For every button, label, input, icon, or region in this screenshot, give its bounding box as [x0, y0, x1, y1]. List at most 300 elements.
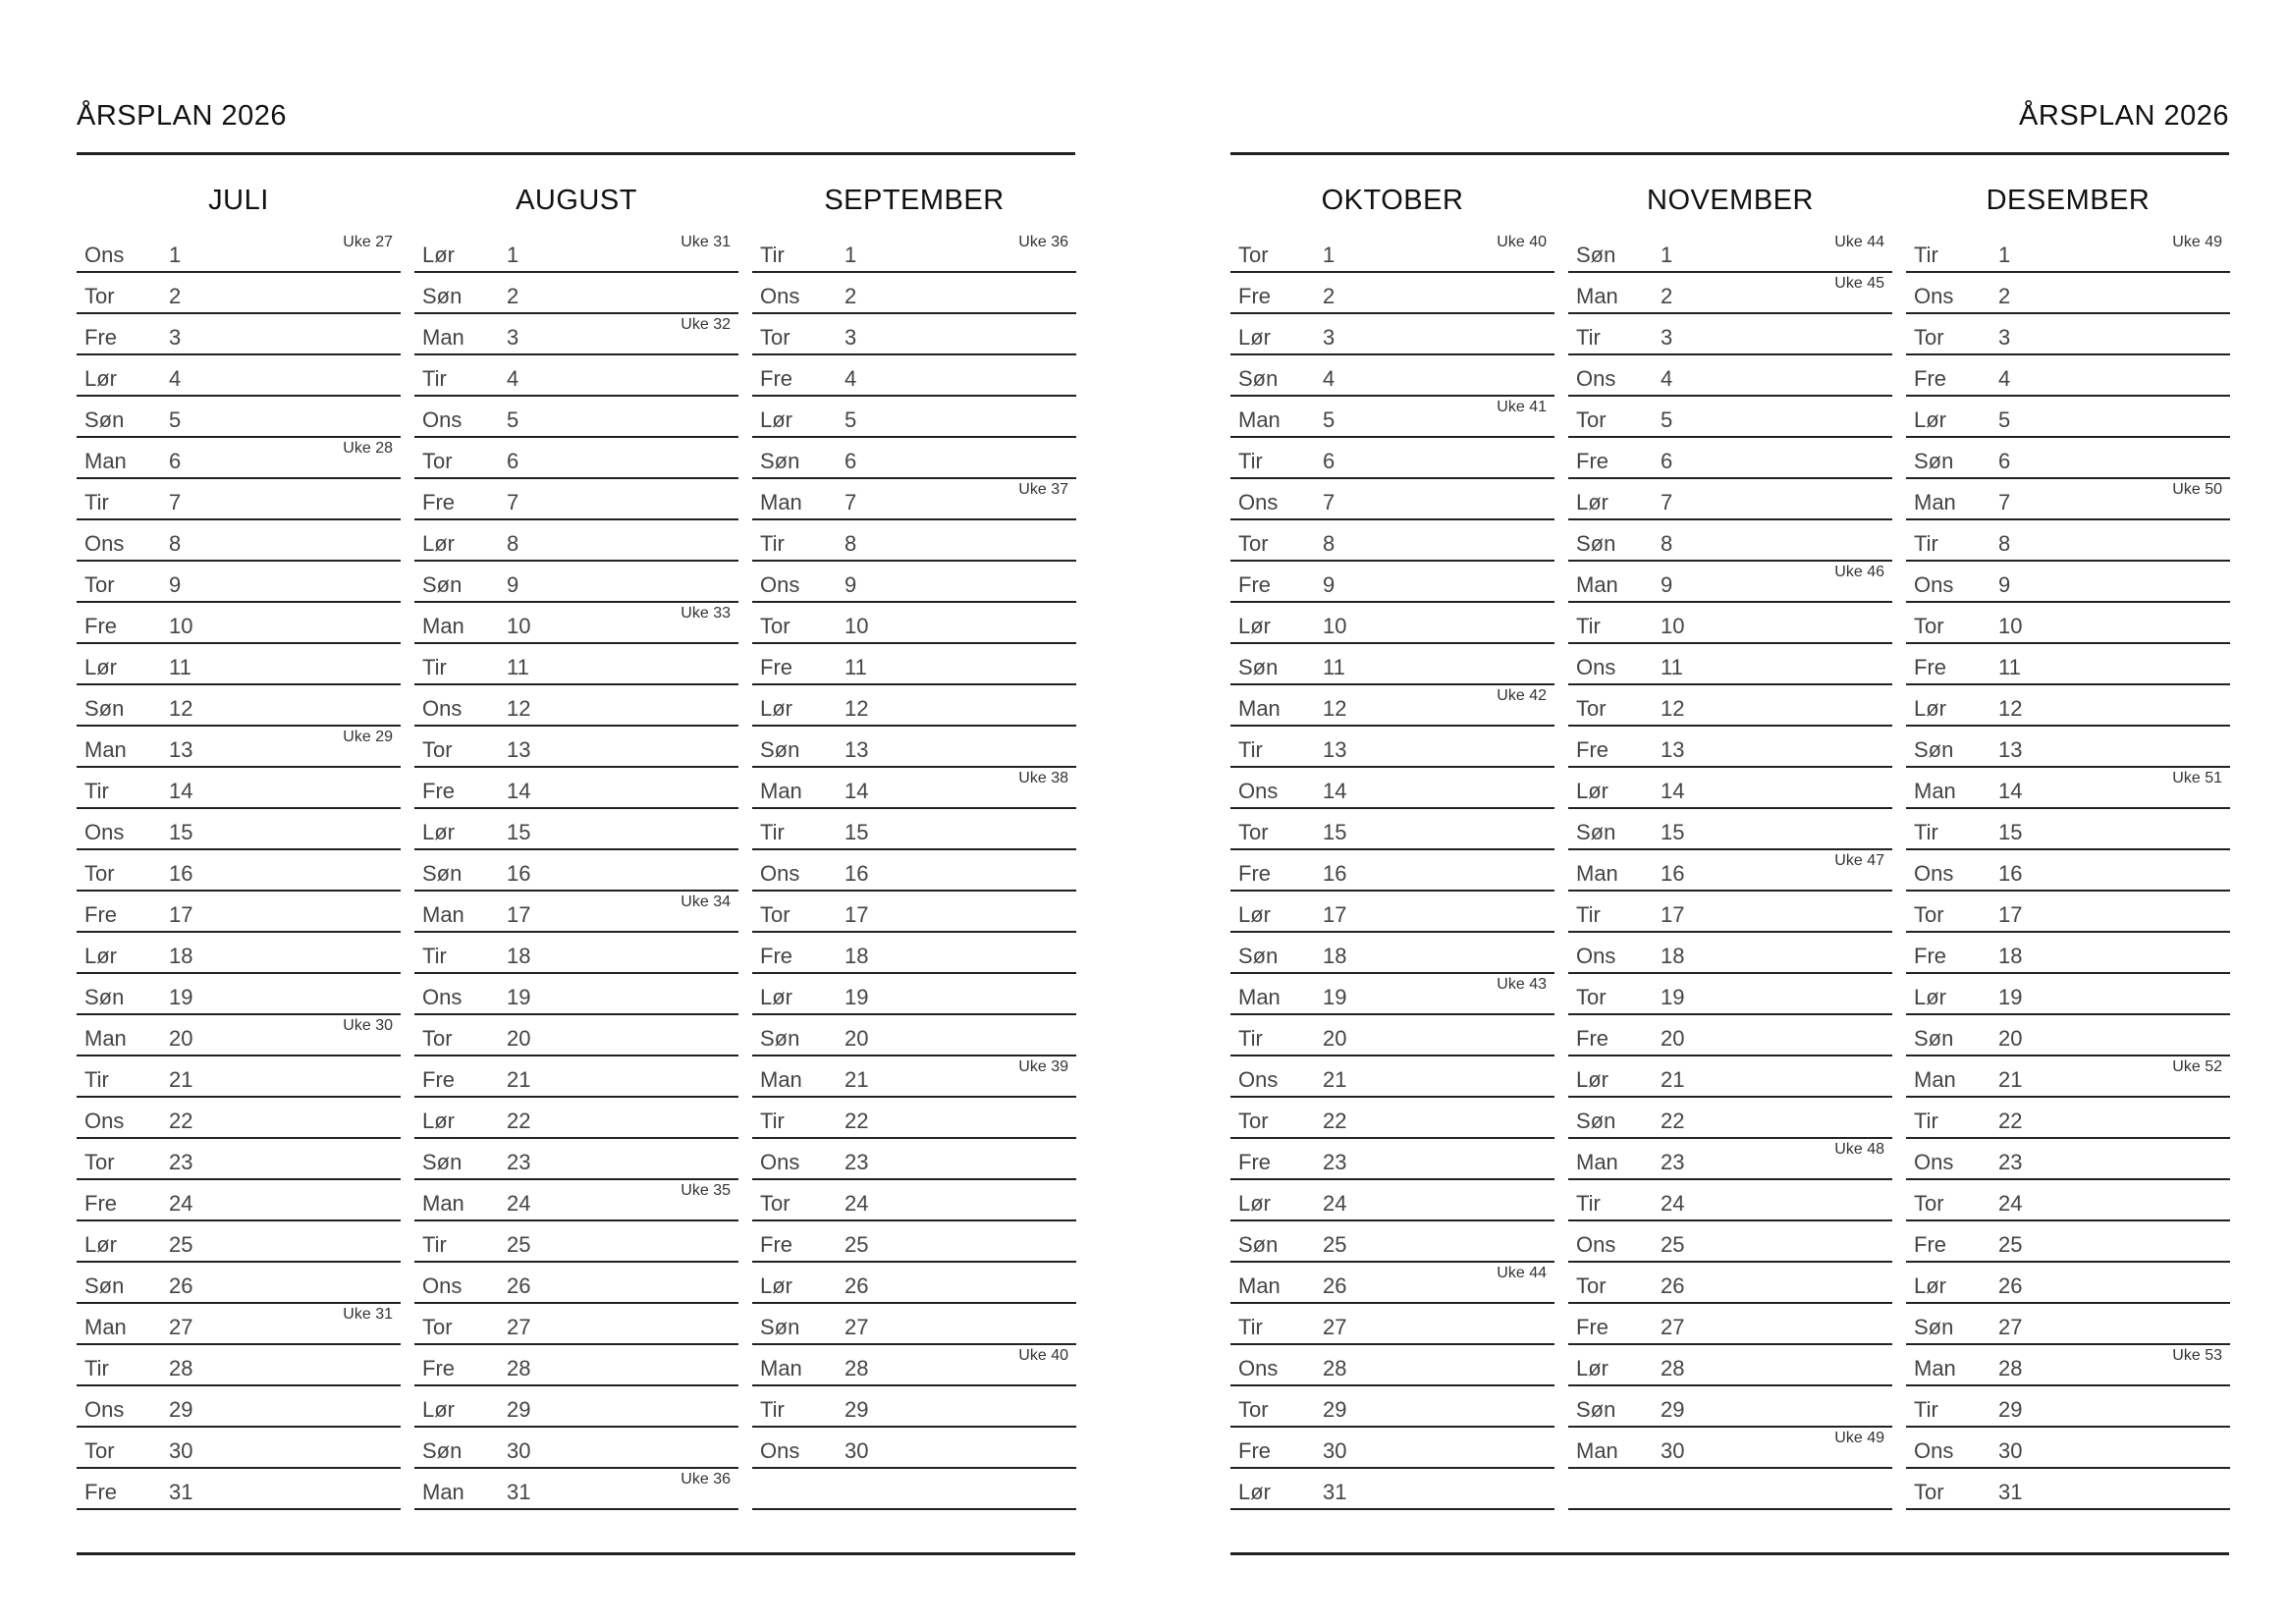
day-row: [77, 892, 401, 933]
weekday-label: Søn: [1238, 1232, 1279, 1257]
day-row: [752, 1263, 1076, 1304]
weekday-label: Fre: [84, 325, 117, 350]
date-number: 16: [507, 861, 531, 886]
day-row: [1568, 1180, 1892, 1221]
weekday-label: Lør: [422, 1397, 455, 1422]
day-list: [77, 232, 401, 1510]
day-row: [1906, 892, 2230, 933]
weekday-label: Tor: [1576, 1273, 1607, 1298]
weekday-label: Søn: [760, 449, 800, 473]
week-number: Uke 46: [1834, 564, 1884, 580]
day-row: [1568, 438, 1892, 479]
weekday-label: Søn: [1914, 1315, 1954, 1339]
weekday-label: Ons: [422, 1273, 463, 1298]
day-row: [752, 768, 1076, 809]
weekday-label: Tir: [1914, 1109, 1938, 1133]
bottom-rule: [77, 1552, 1075, 1555]
day-row: [752, 1428, 1076, 1469]
weekday-label: Søn: [84, 407, 125, 432]
day-row: [1230, 809, 1554, 850]
weekday-label: Søn: [422, 284, 463, 308]
day-row: [77, 232, 401, 273]
day-row: [1906, 1386, 2230, 1428]
weekday-label: Ons: [84, 1109, 125, 1133]
day-row: [1230, 273, 1554, 314]
date-number: 14: [1998, 779, 2023, 803]
week-number: Uke 31: [681, 234, 731, 250]
date-number: 4: [507, 366, 519, 391]
day-row: [414, 1304, 738, 1345]
day-row: [1906, 933, 2230, 974]
weekday-label: Tir: [84, 1067, 109, 1092]
weekday-label: Ons: [1576, 1232, 1616, 1257]
day-row: [1906, 520, 2230, 562]
weekday-label: Tir: [84, 1356, 109, 1380]
day-row: [752, 1015, 1076, 1056]
day-row: [1568, 974, 1892, 1015]
date-number: 31: [1323, 1480, 1347, 1504]
date-number: 3: [1323, 325, 1335, 350]
day-row: [1568, 1386, 1892, 1428]
day-row: [1906, 1345, 2230, 1386]
day-row: [1906, 1098, 2230, 1139]
day-row: [414, 603, 738, 644]
month-october: [1230, 0, 1554, 1624]
date-number: 14: [1661, 779, 1685, 803]
weekday-label: Ons: [1238, 1067, 1279, 1092]
day-row: [414, 974, 738, 1015]
day-row: [414, 438, 738, 479]
date-number: 17: [1323, 902, 1347, 927]
week-number: Uke 40: [1497, 234, 1547, 250]
weekday-label: Man: [760, 490, 802, 514]
weekday-label: Tor: [1914, 1480, 1944, 1504]
weekday-label: Tir: [1576, 1191, 1601, 1216]
day-row: [1230, 479, 1554, 520]
day-row: [77, 1139, 401, 1180]
week-number: Uke 37: [1018, 481, 1068, 498]
weekday-label: Ons: [1576, 366, 1616, 391]
day-row: [77, 355, 401, 397]
date-number: 2: [1323, 284, 1335, 308]
weekday-label: Fre: [1576, 1026, 1608, 1051]
day-row: [1906, 232, 2230, 273]
weekday-label: Søn: [1576, 1109, 1616, 1133]
weekday-label: Lør: [422, 531, 455, 556]
day-row: [1230, 314, 1554, 355]
day-row: [77, 850, 401, 892]
weekday-label: Lør: [1576, 1356, 1608, 1380]
weekday-label: Tir: [1576, 325, 1601, 350]
week-number: Uke 45: [1834, 275, 1884, 292]
date-number: 17: [169, 902, 193, 927]
weekday-label: Man: [1238, 696, 1281, 721]
weekday-label: Man: [760, 1356, 802, 1380]
day-row: [77, 1221, 401, 1263]
date-number: 24: [1661, 1191, 1685, 1216]
weekday-label: Tor: [760, 614, 790, 638]
date-number: 12: [1323, 696, 1347, 721]
day-row: [414, 933, 738, 974]
day-row: [1568, 1098, 1892, 1139]
weekday-label: Lør: [760, 407, 792, 432]
day-row: [1230, 1469, 1554, 1510]
day-row: [752, 232, 1076, 273]
day-list: [414, 232, 738, 1510]
day-row: [1230, 1015, 1554, 1056]
date-number: 5: [845, 407, 857, 432]
weekday-label: Søn: [84, 985, 125, 1009]
date-number: 6: [1998, 449, 2011, 473]
day-row: [77, 520, 401, 562]
day-row: [414, 768, 738, 809]
date-number: 30: [507, 1438, 531, 1463]
weekday-label: Tor: [1914, 614, 1944, 638]
day-row: [1568, 892, 1892, 933]
day-row: [77, 562, 401, 603]
date-number: 25: [1323, 1232, 1347, 1257]
day-row: [414, 1386, 738, 1428]
weekday-label: Tir: [422, 366, 447, 391]
weekday-label: Ons: [1238, 1356, 1279, 1380]
right-page: [1230, 0, 2229, 1624]
weekday-label: Tor: [422, 1026, 453, 1051]
day-row: [1230, 933, 1554, 974]
day-row: [752, 479, 1076, 520]
weekday-label: Fre: [422, 779, 455, 803]
date-number: 11: [1998, 655, 2021, 679]
weekday-label: Fre: [1576, 737, 1608, 762]
day-list: [1906, 232, 2230, 1510]
weekday-label: Tor: [84, 1438, 115, 1463]
date-number: 18: [1998, 944, 2023, 968]
day-row: [1568, 273, 1892, 314]
weekday-label: Fre: [422, 490, 455, 514]
date-number: 2: [1661, 284, 1673, 308]
week-number: Uke 53: [2172, 1347, 2222, 1364]
page-title: ÅRSPLAN 2026: [2019, 100, 2229, 132]
day-row: [77, 1180, 401, 1221]
weekday-label: Fre: [84, 1480, 117, 1504]
weekday-label: Tir: [760, 1397, 785, 1422]
date-number: 14: [507, 779, 531, 803]
weekday-label: Tor: [1576, 985, 1607, 1009]
week-number: Uke 44: [1834, 234, 1884, 250]
day-row: [77, 1263, 401, 1304]
day-row: [1230, 603, 1554, 644]
weekday-label: Ons: [1238, 490, 1279, 514]
day-row: [77, 727, 401, 768]
day-row: [1568, 1304, 1892, 1345]
date-number: 22: [507, 1109, 531, 1133]
weekday-label: Ons: [1576, 944, 1616, 968]
date-number: 27: [1661, 1315, 1685, 1339]
weekday-label: Lør: [84, 944, 117, 968]
day-row: [77, 479, 401, 520]
week-number: Uke 40: [1018, 1347, 1068, 1364]
date-number: 4: [1323, 366, 1335, 391]
day-row: [414, 273, 738, 314]
date-number: 7: [845, 490, 857, 514]
day-row: [77, 1428, 401, 1469]
weekday-label: Tor: [1238, 1397, 1269, 1422]
date-number: 7: [507, 490, 519, 514]
weekday-label: Fre: [1914, 366, 1946, 391]
day-row: [1906, 809, 2230, 850]
weekday-label: Fre: [1238, 572, 1271, 597]
date-number: 7: [1323, 490, 1335, 514]
date-number: 8: [507, 531, 519, 556]
weekday-label: Søn: [1576, 820, 1616, 844]
date-number: 19: [1323, 985, 1347, 1009]
date-number: 13: [1998, 737, 2023, 762]
date-number: 16: [1998, 861, 2023, 886]
day-row: [1906, 603, 2230, 644]
weekday-label: Man: [422, 614, 464, 638]
day-row: [414, 520, 738, 562]
date-number: 19: [1661, 985, 1685, 1009]
date-number: 30: [1323, 1438, 1347, 1463]
date-number: 5: [1661, 407, 1673, 432]
date-number: 5: [507, 407, 519, 432]
month-name: DESEMBER: [1986, 185, 2151, 216]
weekday-label: Ons: [760, 1150, 800, 1174]
weekday-label: Ons: [1914, 861, 1954, 886]
date-number: 22: [169, 1109, 193, 1133]
week-number: Uke 38: [1018, 770, 1068, 786]
date-number: 27: [1323, 1315, 1347, 1339]
date-number: 23: [169, 1150, 193, 1174]
date-number: 15: [169, 820, 193, 844]
week-number: Uke 39: [1018, 1058, 1068, 1075]
day-row: [414, 809, 738, 850]
date-number: 5: [169, 407, 182, 432]
weekday-label: Søn: [760, 1315, 800, 1339]
date-number: 17: [1998, 902, 2023, 927]
weekday-label: Man: [84, 737, 127, 762]
date-number: 16: [1323, 861, 1347, 886]
weekday-label: Søn: [84, 1273, 125, 1298]
weekday-label: Lør: [1238, 325, 1271, 350]
date-number: 11: [507, 655, 529, 679]
date-number: 12: [169, 696, 193, 721]
day-row: [1906, 644, 2230, 685]
weekday-label: Man: [1576, 1150, 1618, 1174]
weekday-label: Man: [1914, 1356, 1956, 1380]
day-row: [1906, 479, 2230, 520]
date-number: 7: [1661, 490, 1673, 514]
month-september: [752, 0, 1076, 1624]
day-row: [1568, 397, 1892, 438]
weekday-label: Fre: [84, 902, 117, 927]
weekday-label: Man: [84, 1315, 127, 1339]
day-row: [77, 768, 401, 809]
weekday-label: Fre: [760, 944, 792, 968]
weekday-label: Tir: [422, 944, 447, 968]
date-number: 10: [845, 614, 869, 638]
week-number: Uke 52: [2172, 1058, 2222, 1075]
date-number: 20: [1323, 1026, 1347, 1051]
weekday-label: Fre: [760, 366, 792, 391]
date-number: 1: [507, 243, 519, 267]
week-number: Uke 27: [343, 234, 393, 250]
date-number: 4: [845, 366, 857, 391]
weekday-label: Fre: [760, 1232, 792, 1257]
weekday-label: Søn: [422, 1438, 463, 1463]
date-number: 26: [1323, 1273, 1347, 1298]
weekday-label: Man: [422, 1480, 464, 1504]
date-number: 27: [507, 1315, 531, 1339]
date-number: 19: [845, 985, 869, 1009]
day-row: [752, 562, 1076, 603]
weekday-label: Lør: [1576, 490, 1608, 514]
day-row: [1568, 355, 1892, 397]
weekday-label: Fre: [1914, 1232, 1946, 1257]
weekday-label: Ons: [84, 531, 125, 556]
weekday-label: Tor: [760, 902, 790, 927]
day-row: [1568, 314, 1892, 355]
weekday-label: Lør: [1576, 1067, 1608, 1092]
day-row: [752, 974, 1076, 1015]
date-number: 4: [169, 366, 182, 391]
day-row: [1906, 397, 2230, 438]
day-row: [1568, 232, 1892, 273]
date-number: 23: [1998, 1150, 2023, 1174]
day-row: [77, 1056, 401, 1098]
week-number: Uke 49: [2172, 234, 2222, 250]
day-row: [77, 1469, 401, 1510]
weekday-label: Fre: [1914, 655, 1946, 679]
weekday-label: Søn: [1576, 531, 1616, 556]
week-number: Uke 30: [343, 1017, 393, 1034]
weekday-label: Man: [1914, 779, 1956, 803]
day-row: [752, 1056, 1076, 1098]
weekday-label: Lør: [1238, 614, 1271, 638]
date-number: 29: [845, 1397, 869, 1422]
week-number: Uke 29: [343, 729, 393, 745]
bottom-rule: [1230, 1552, 2229, 1555]
date-number: 1: [845, 243, 857, 267]
day-row: [1568, 603, 1892, 644]
day-row: [1230, 1304, 1554, 1345]
day-row: [1230, 850, 1554, 892]
date-number: 17: [845, 902, 869, 927]
day-row: [752, 1386, 1076, 1428]
day-row: [752, 438, 1076, 479]
day-row: [77, 1345, 401, 1386]
weekday-label: Man: [84, 1026, 127, 1051]
date-number: 21: [1661, 1067, 1685, 1092]
weekday-label: Fre: [1576, 449, 1608, 473]
date-number: 23: [507, 1150, 531, 1174]
date-number: 21: [507, 1067, 531, 1092]
day-row: [752, 850, 1076, 892]
day-row: [1230, 685, 1554, 727]
week-number: Uke 48: [1834, 1141, 1884, 1158]
weekday-label: Tor: [1238, 820, 1269, 844]
day-row: [752, 314, 1076, 355]
day-row: [77, 314, 401, 355]
weekday-label: Tor: [1238, 243, 1269, 267]
weekday-label: Lør: [1238, 1191, 1271, 1216]
day-row: [1568, 727, 1892, 768]
day-row: [77, 1386, 401, 1428]
day-row: [1906, 850, 2230, 892]
week-number: Uke 32: [681, 316, 731, 333]
weekday-label: Lør: [1238, 902, 1271, 927]
date-number: 5: [1323, 407, 1335, 432]
date-number: 27: [1998, 1315, 2023, 1339]
date-number: 17: [507, 902, 531, 927]
day-row: [1906, 1139, 2230, 1180]
date-number: 18: [845, 944, 869, 968]
date-number: 22: [845, 1109, 869, 1133]
day-row: [414, 685, 738, 727]
day-row: [77, 438, 401, 479]
weekday-label: Fre: [1914, 944, 1946, 968]
day-row: [414, 1345, 738, 1386]
month-name: NOVEMBER: [1647, 185, 1814, 216]
week-number: Uke 43: [1497, 976, 1547, 993]
day-list: [752, 232, 1076, 1510]
day-row: [1230, 355, 1554, 397]
weekday-label: Fre: [1238, 284, 1271, 308]
weekday-label: Søn: [1238, 366, 1279, 391]
day-row: [1568, 644, 1892, 685]
date-number: 8: [1661, 531, 1673, 556]
weekday-label: Ons: [1914, 1438, 1954, 1463]
weekday-label: Ons: [760, 1438, 800, 1463]
date-number: 31: [1998, 1480, 2023, 1504]
day-row: [77, 273, 401, 314]
week-number: Uke 34: [681, 893, 731, 910]
day-row: [1230, 1098, 1554, 1139]
weekday-label: Tir: [422, 1232, 447, 1257]
weekday-label: Tor: [1576, 696, 1607, 721]
day-row: [1230, 232, 1554, 273]
day-row: [414, 232, 738, 273]
date-number: 2: [507, 284, 519, 308]
weekday-label: Ons: [760, 861, 800, 886]
week-number: Uke 41: [1497, 399, 1547, 415]
weekday-label: Tir: [1914, 820, 1938, 844]
day-row: [1568, 1221, 1892, 1263]
weekday-label: Fre: [1238, 861, 1271, 886]
date-number: 30: [1998, 1438, 2023, 1463]
date-number: 22: [1323, 1109, 1347, 1133]
date-number: 11: [1323, 655, 1345, 679]
date-number: 23: [1661, 1150, 1685, 1174]
day-row: [414, 1469, 738, 1510]
day-row: [1906, 768, 2230, 809]
weekday-label: Tir: [760, 531, 785, 556]
date-number: 13: [1661, 737, 1685, 762]
weekday-label: Tor: [84, 572, 115, 597]
weekday-label: Tor: [422, 449, 453, 473]
weekday-label: Lør: [760, 1273, 792, 1298]
date-number: 19: [169, 985, 193, 1009]
week-number: Uke 47: [1834, 852, 1884, 869]
day-row: [414, 1015, 738, 1056]
day-row: [414, 1056, 738, 1098]
weekday-label: Tir: [1914, 531, 1938, 556]
day-row: [1568, 768, 1892, 809]
date-number: 31: [169, 1480, 193, 1504]
day-row: [752, 1469, 1076, 1510]
day-row: [77, 1304, 401, 1345]
weekday-label: Søn: [422, 861, 463, 886]
date-number: 24: [169, 1191, 193, 1216]
